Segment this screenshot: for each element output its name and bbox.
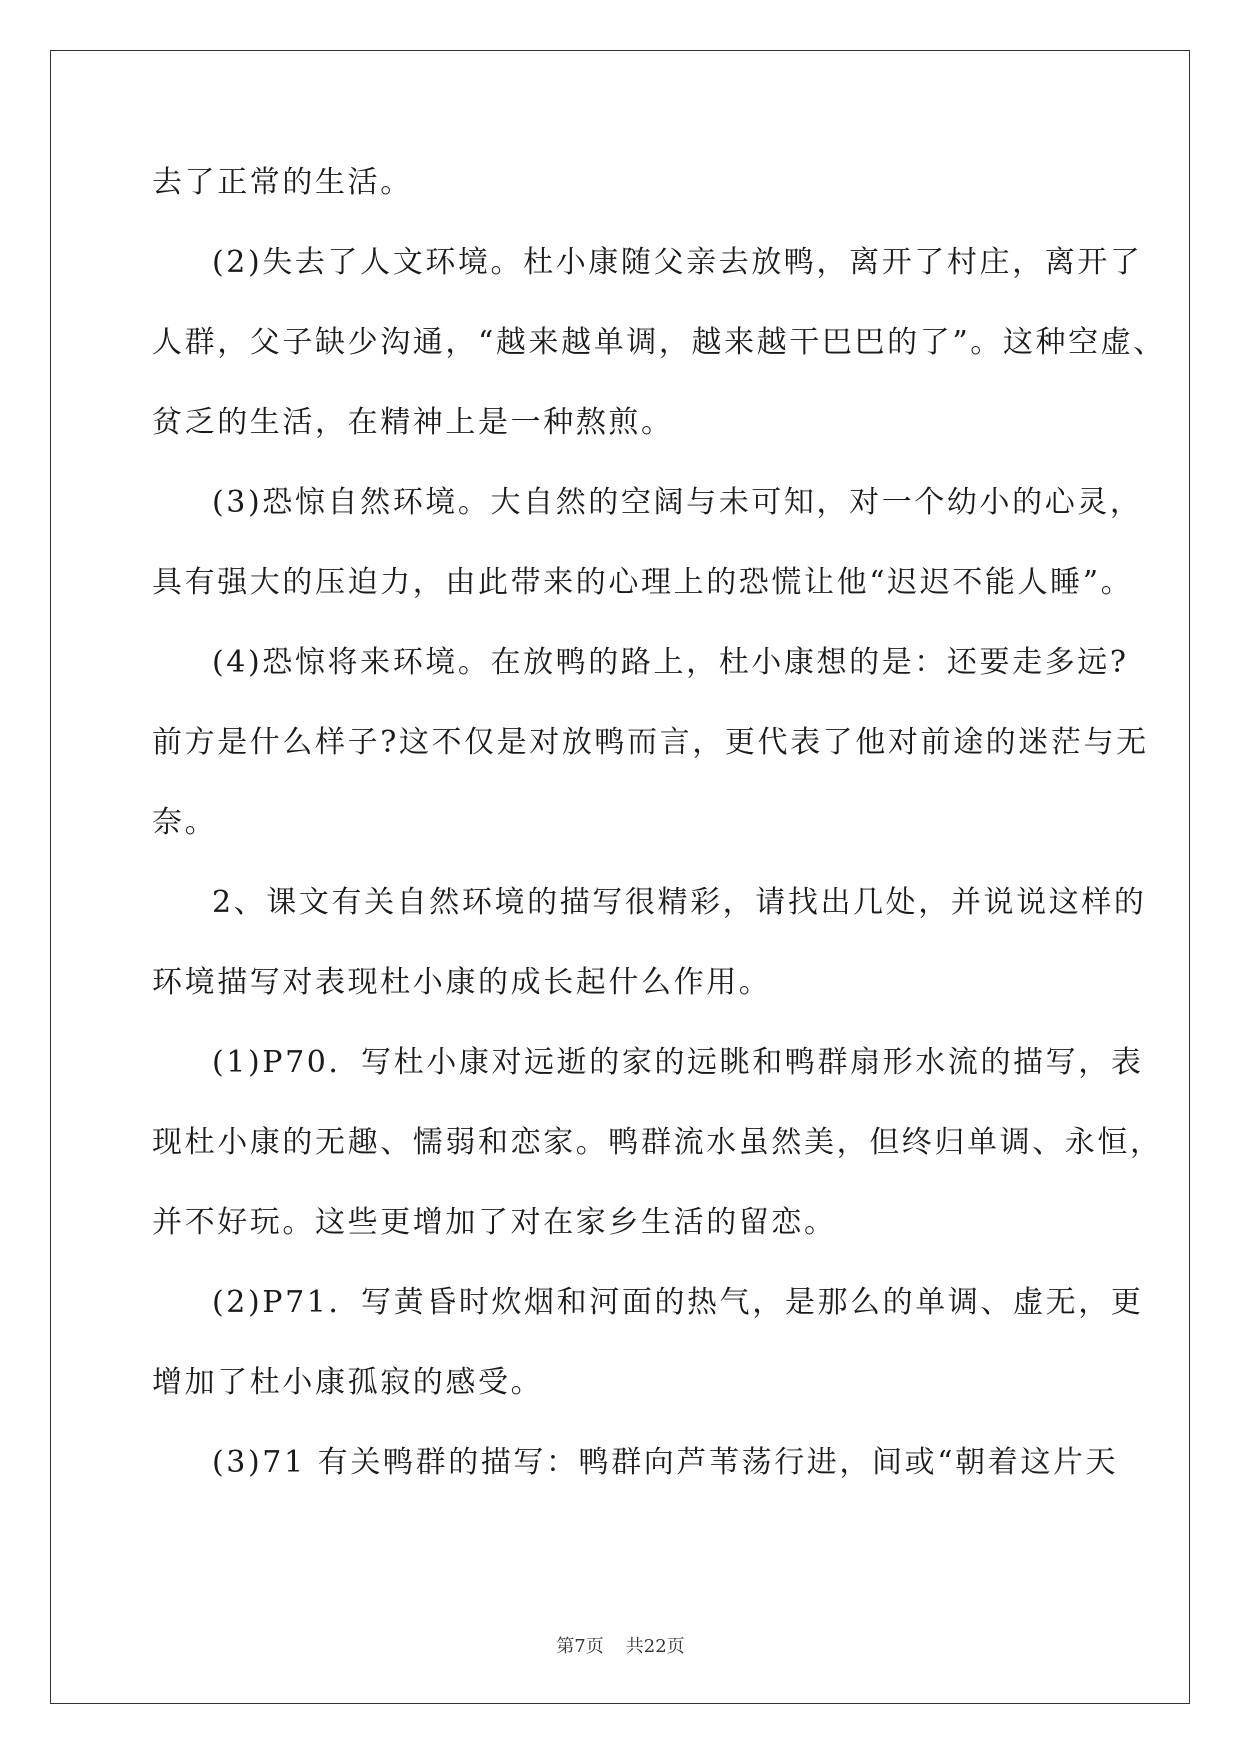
text-line-content: (4)恐惊将来环境。在放鸭的路上，杜小康想的是：还要走多远? bbox=[212, 645, 1129, 680]
text-line bbox=[152, 405, 1090, 488]
document-body bbox=[152, 165, 1166, 1528]
text-line bbox=[152, 1045, 1144, 1128]
text-line-content: (3)71 有关鸭群的描写：鸭群向芦苇荡行进，间或“朝着这片天 bbox=[212, 1445, 1119, 1480]
text-line bbox=[152, 645, 1129, 728]
text-line-content: (1)P70．写杜小康对远逝的家的远眺和鸭群扇形水流的描写，表 bbox=[212, 1045, 1144, 1080]
text-line bbox=[152, 245, 1143, 328]
text-line-content: 前方是什么样子?这不仅是对放鸭而言，更代表了他对前途的迷茫与无 bbox=[152, 725, 1149, 760]
text-line bbox=[152, 1125, 1163, 1208]
page-number: 第7页 bbox=[556, 1636, 604, 1657]
text-line bbox=[152, 805, 1090, 888]
text-line-content: 现杜小康的无趣、懦弱和恋家。鸭群流水虽然美，但终归单调、永恒， bbox=[152, 1125, 1163, 1160]
text-line bbox=[152, 725, 1149, 808]
text-line bbox=[152, 325, 1166, 408]
text-line-content: 具有强大的压迫力，由此带来的心理上的恐慌让他“迟迟不能人睡”。 bbox=[152, 565, 1134, 600]
text-line bbox=[152, 1285, 1144, 1368]
text-line-content: 贫乏的生活，在精神上是一种熬煎。 bbox=[152, 405, 674, 440]
text-line bbox=[152, 885, 1147, 968]
text-line-content: (2)失去了人文环境。杜小康随父亲去放鸭，离开了村庄，离开了 bbox=[212, 245, 1143, 280]
text-line bbox=[152, 1445, 1119, 1528]
text-line-content: 去了正常的生活。 bbox=[152, 165, 413, 200]
text-line bbox=[152, 485, 1143, 568]
text-line-content: 人群，父子缺少沟通，“越来越单调，越来越干巴巴的了”。这种空虚、 bbox=[152, 325, 1166, 360]
text-line bbox=[152, 1365, 1090, 1448]
page-footer bbox=[0, 1632, 1241, 1658]
text-line-content: (2)P71．写黄昏时炊烟和河面的热气，是那么的单调、虚无，更 bbox=[212, 1285, 1144, 1320]
text-line-content: 奈。 bbox=[152, 805, 218, 840]
text-line-content: 并不好玩。这些更增加了对在家乡生活的留恋。 bbox=[152, 1205, 837, 1240]
text-line bbox=[152, 965, 1090, 1048]
text-line bbox=[152, 165, 1090, 248]
text-line bbox=[152, 565, 1134, 648]
text-line-content: 环境描写对表现杜小康的成长起什么作用。 bbox=[152, 965, 772, 1000]
text-line-content: 增加了杜小康孤寂的感受。 bbox=[152, 1365, 544, 1400]
text-line bbox=[152, 1205, 1090, 1288]
text-line-content: 2、课文有关自然环境的描写很精彩，请找出几处，并说说这样的 bbox=[212, 885, 1147, 920]
text-line-content: (3)恐惊自然环境。大自然的空阔与未可知，对一个幼小的心灵， bbox=[212, 485, 1143, 520]
page-total: 共22页 bbox=[625, 1636, 685, 1657]
